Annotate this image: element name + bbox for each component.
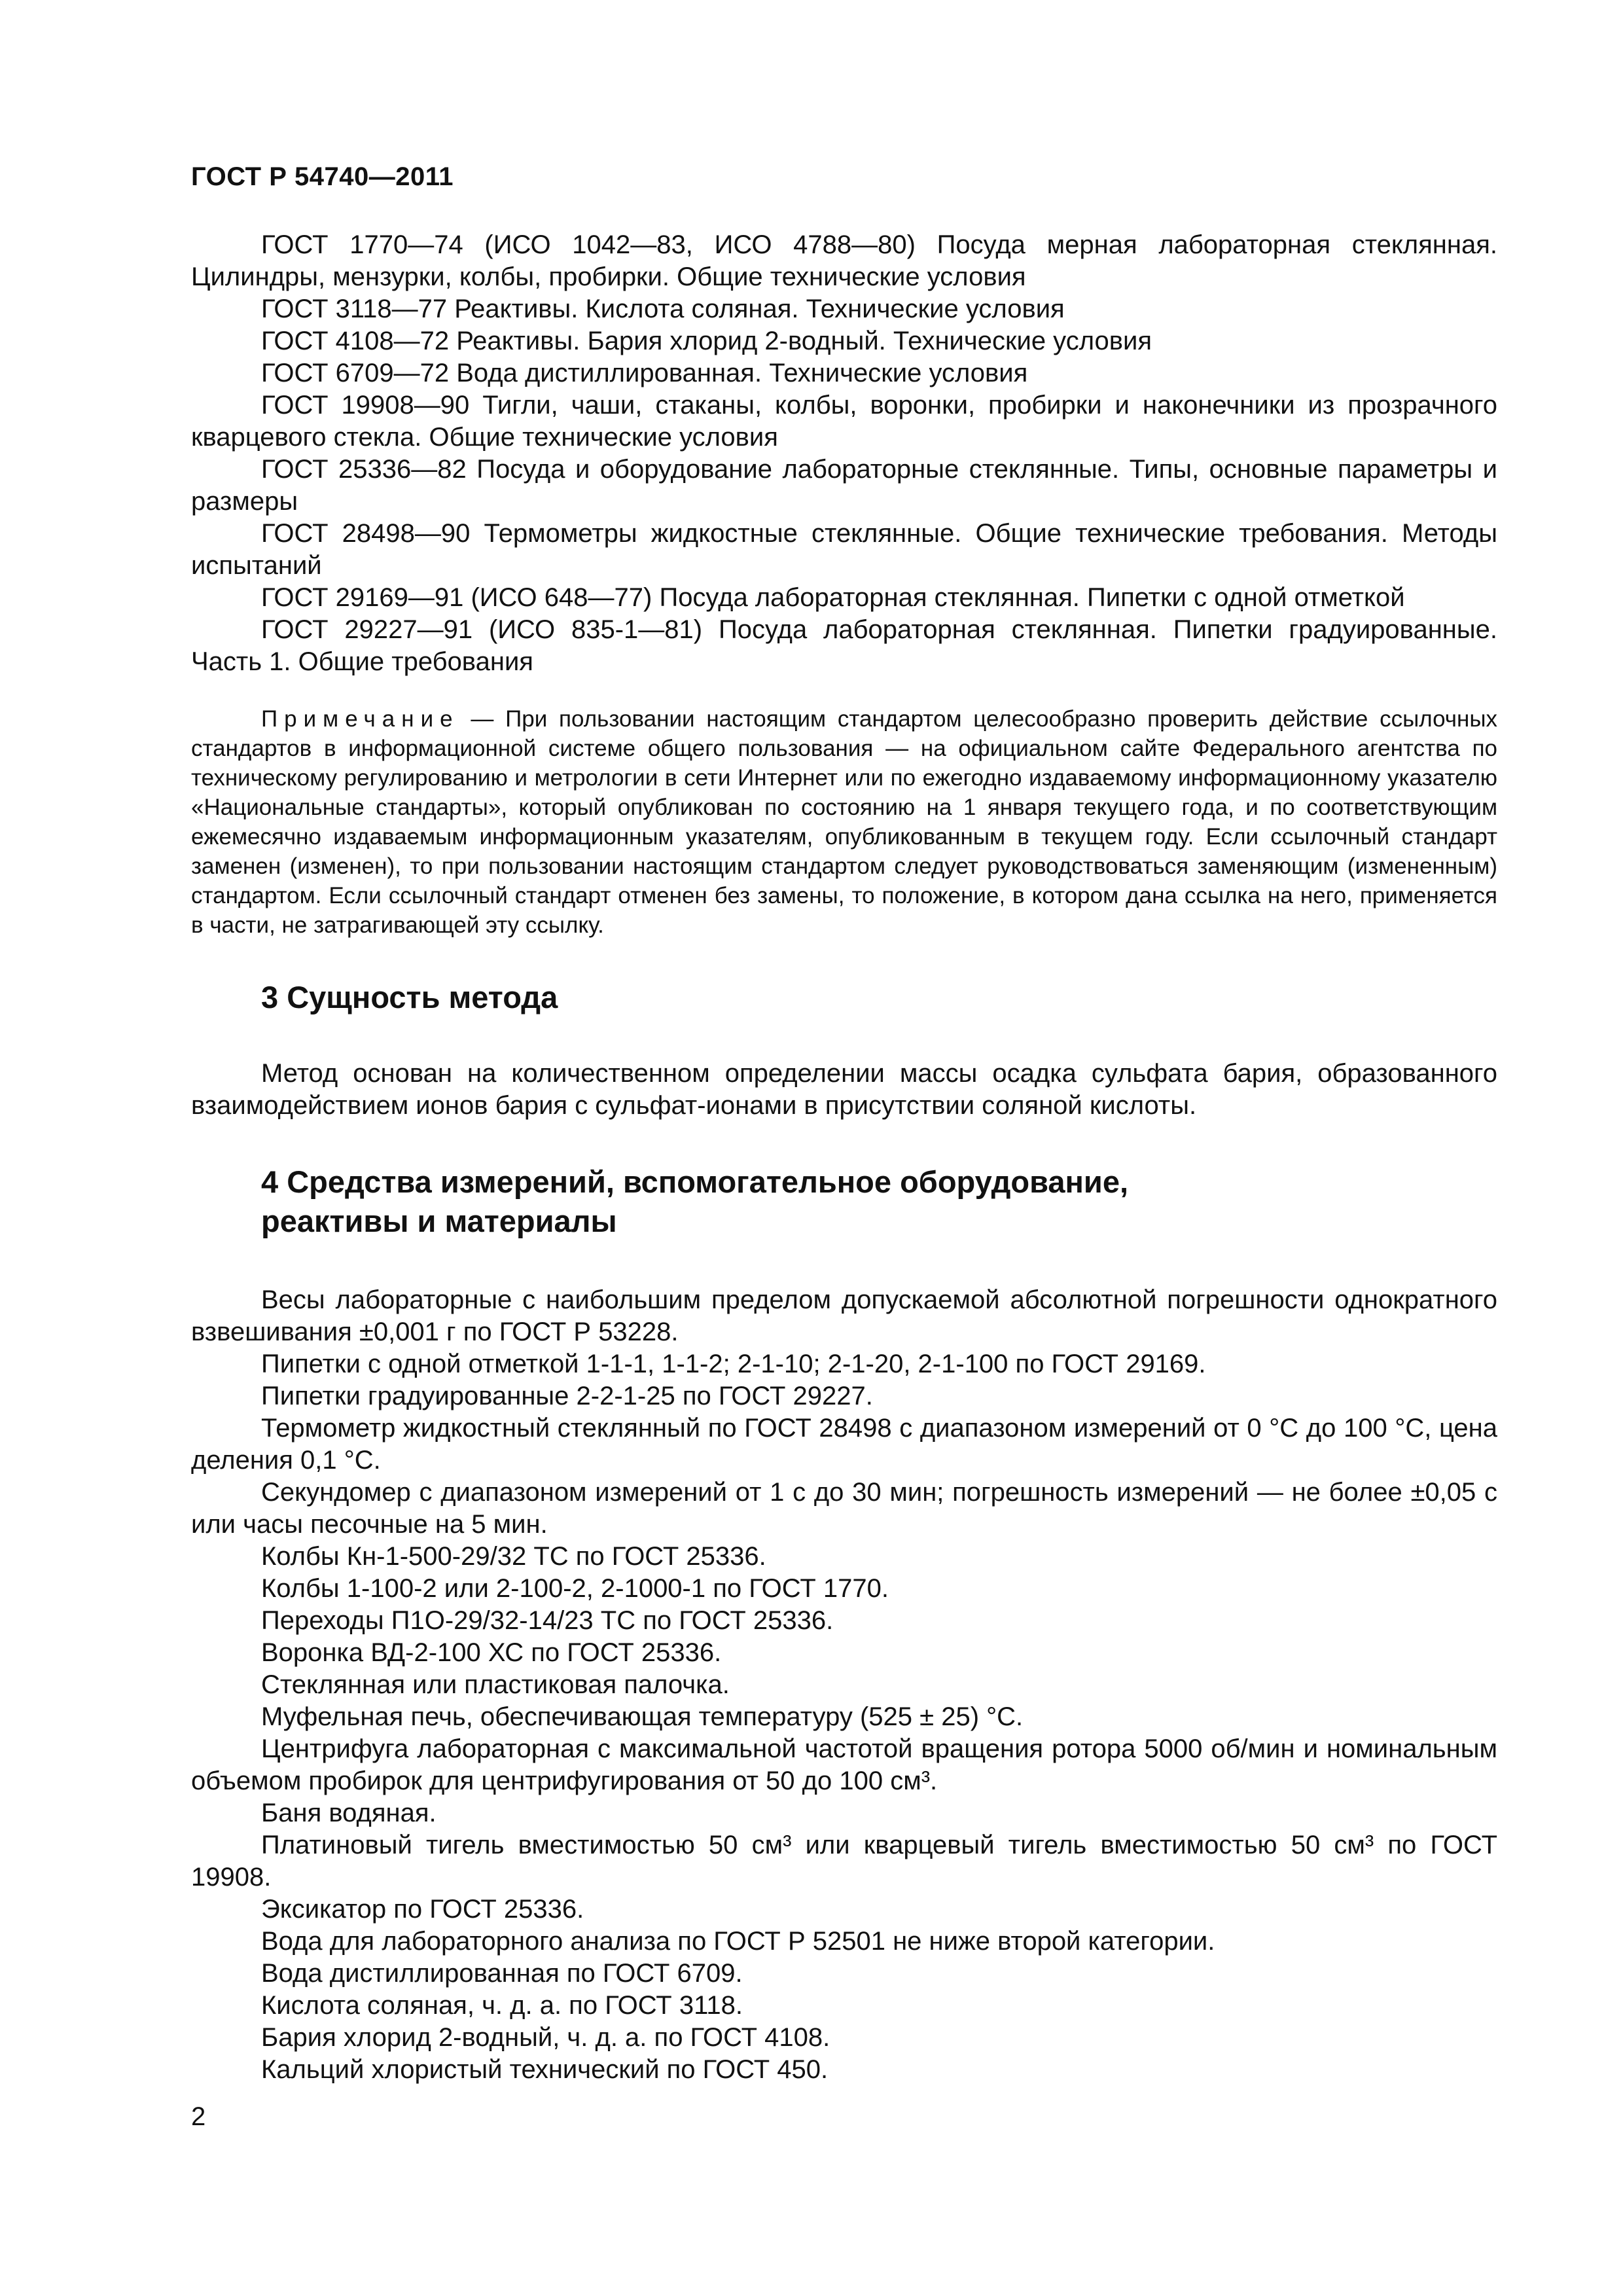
section-3-heading: 3 Сущность метода (261, 980, 558, 1014)
equipment-item: Вода для лабораторного анализа по ГОСТ Р 52501 не ниже второй категории. (261, 1927, 1215, 1956)
section-4-heading-line2: реактивы и материалы (261, 1204, 617, 1238)
reference-item: ГОСТ 19908—90 Тигли, чаши, стаканы, колбы, воронки, пробирки и наконечники из прозрачного кварцевого стекла. Общие технические условия (191, 391, 1497, 452)
equipment-item: Муфельная печь, обеспечивающая температуру (525 ± 25) °С. (261, 1702, 1024, 1731)
equipment-item: Пипетки с одной отметкой 1-1-1, 1-1-2; 2-1-10; 2-1-20, 2-1-100 по ГОСТ 29169. (261, 1350, 1206, 1378)
section-4-heading (191, 1162, 1497, 1241)
equipment-item: Пипетки градуированные 2-2-1-25 по ГОСТ 29227. (261, 1382, 873, 1410)
equipment-item: Термометр жидкостный стеклянный по ГОСТ 28498 с диапазоном измерений от 0 °С до 100 °С, цена деления 0,1 °С. (191, 1414, 1497, 1475)
note-text: — При пользовании настоящим стандартом целесообразно проверить действие ссылочных стандартов в информационной системе общего пользования — на официальном сайте Федерального агентства по техническому регулированию и метрологии в сети Интернет или по ежегодно издаваемому информационному указателю «Национальные стандарты», который опубликован по состоянию на 1 января текущего года, и по соответствующим ежемесячно издаваемым информационным указателям, опубликованным в текущем году. Если ссылочный стандарт заменен (изменен), то при пользовании настоящим стандартом следует руководствоваться заменяющим (измененным) стандартом. Если ссылочный стандарт отменен без замены, то положение, в котором дана ссылка на него, применяется в части, не затрагивающей эту ссылку. (191, 706, 1497, 938)
note-paragraph (191, 704, 1497, 940)
equipment-item: Эксикатор по ГОСТ 25336. (261, 1895, 584, 1924)
equipment-item: Воронка ВД-2-100 ХС по ГОСТ 25336. (261, 1638, 722, 1667)
page-number: 2 (191, 2102, 206, 2131)
reference-item: ГОСТ 25336—82 Посуда и оборудование лабораторные стеклянные. Типы, основные параметры и размеры (191, 455, 1497, 516)
equipment-item: Вода дистиллированная по ГОСТ 6709. (261, 1959, 743, 1988)
reference-item: ГОСТ 29227—91 (ИСО 835-1—81) Посуда лабораторная стеклянная. Пипетки градуированные. Часть 1. Общие требования (191, 615, 1497, 676)
reference-item: ГОСТ 29169—91 (ИСО 648—77) Посуда лабораторная стеклянная. Пипетки с одной отметкой (261, 583, 1405, 612)
page-content (191, 229, 1497, 2086)
reference-item: ГОСТ 6709—72 Вода дистиллированная. Технические условия (261, 359, 1028, 387)
reference-item: ГОСТ 3118—77 Реактивы. Кислота соляная. Технические условия (261, 295, 1065, 323)
equipment-item: Платиновый тигель вместимостью 50 см³ или кварцевый тигель вместимостью 50 см³ по ГОСТ 19908. (191, 1831, 1497, 1892)
equipment-item: Секундомер с диапазоном измерений от 1 с до 30 мин; погрешность измерений — не более ±0,05 с или часы песочные на 5 мин. (191, 1478, 1497, 1539)
equipment-item: Стеклянная или пластиковая палочка. (261, 1670, 730, 1699)
equipment-item: Кальций хлористый технический по ГОСТ 450. (261, 2055, 829, 2084)
equipment-item: Бария хлорид 2-водный, ч. д. а. по ГОСТ 4108. (261, 2023, 830, 2052)
equipment-item: Колбы Кн-1-500-29/32 ТС по ГОСТ 25336. (261, 1542, 766, 1571)
equipment-item: Переходы П1О-29/32-14/23 ТС по ГОСТ 25336. (261, 1606, 834, 1635)
equipment-item: Баня водяная. (261, 1799, 437, 1827)
equipment-item: Центрифуга лабораторная с максимальной частотой вращения ротора 5000 об/мин и номинальным объемом пробирок для центрифугирования от 50 до 100 см³. (191, 1734, 1497, 1795)
equipment-item: Кислота соляная, ч. д. а. по ГОСТ 3118. (261, 1991, 743, 2020)
reference-item: ГОСТ 28498—90 Термометры жидкостные стеклянные. Общие технические требования. Методы испытаний (191, 519, 1497, 580)
equipment-item: Колбы 1-100-2 или 2-100-2, 2-1000-1 по ГОСТ 1770. (261, 1574, 889, 1603)
note-label: Примечание (261, 706, 459, 732)
section-3-text: Метод основан на количественном определении массы осадка сульфата бария, образованного взаимодействием ионов бария с сульфат-ионами в присутствии соляной кислоты. (191, 1059, 1497, 1120)
reference-item: ГОСТ 1770—74 (ИСО 1042—83, ИСО 4788—80) Посуда мерная лабораторная стеклянная. Цилиндры, мензурки, колбы, пробирки. Общие технические условия (191, 230, 1497, 291)
equipment-item: Весы лабораторные с наибольшим пределом допускаемой абсолютной погрешности однократного взвешивания ±0,001 г по ГОСТ Р 53228. (191, 1285, 1497, 1346)
reference-item: ГОСТ 4108—72 Реактивы. Бария хлорид 2-водный. Технические условия (261, 327, 1152, 355)
section-4-heading-line1: 4 Средства измерений, вспомогательное оборудование, (261, 1164, 1129, 1199)
normative-references-list (191, 229, 1497, 678)
document-header: ГОСТ Р 54740—2011 (191, 162, 454, 191)
equipment-list (191, 1284, 1497, 2086)
